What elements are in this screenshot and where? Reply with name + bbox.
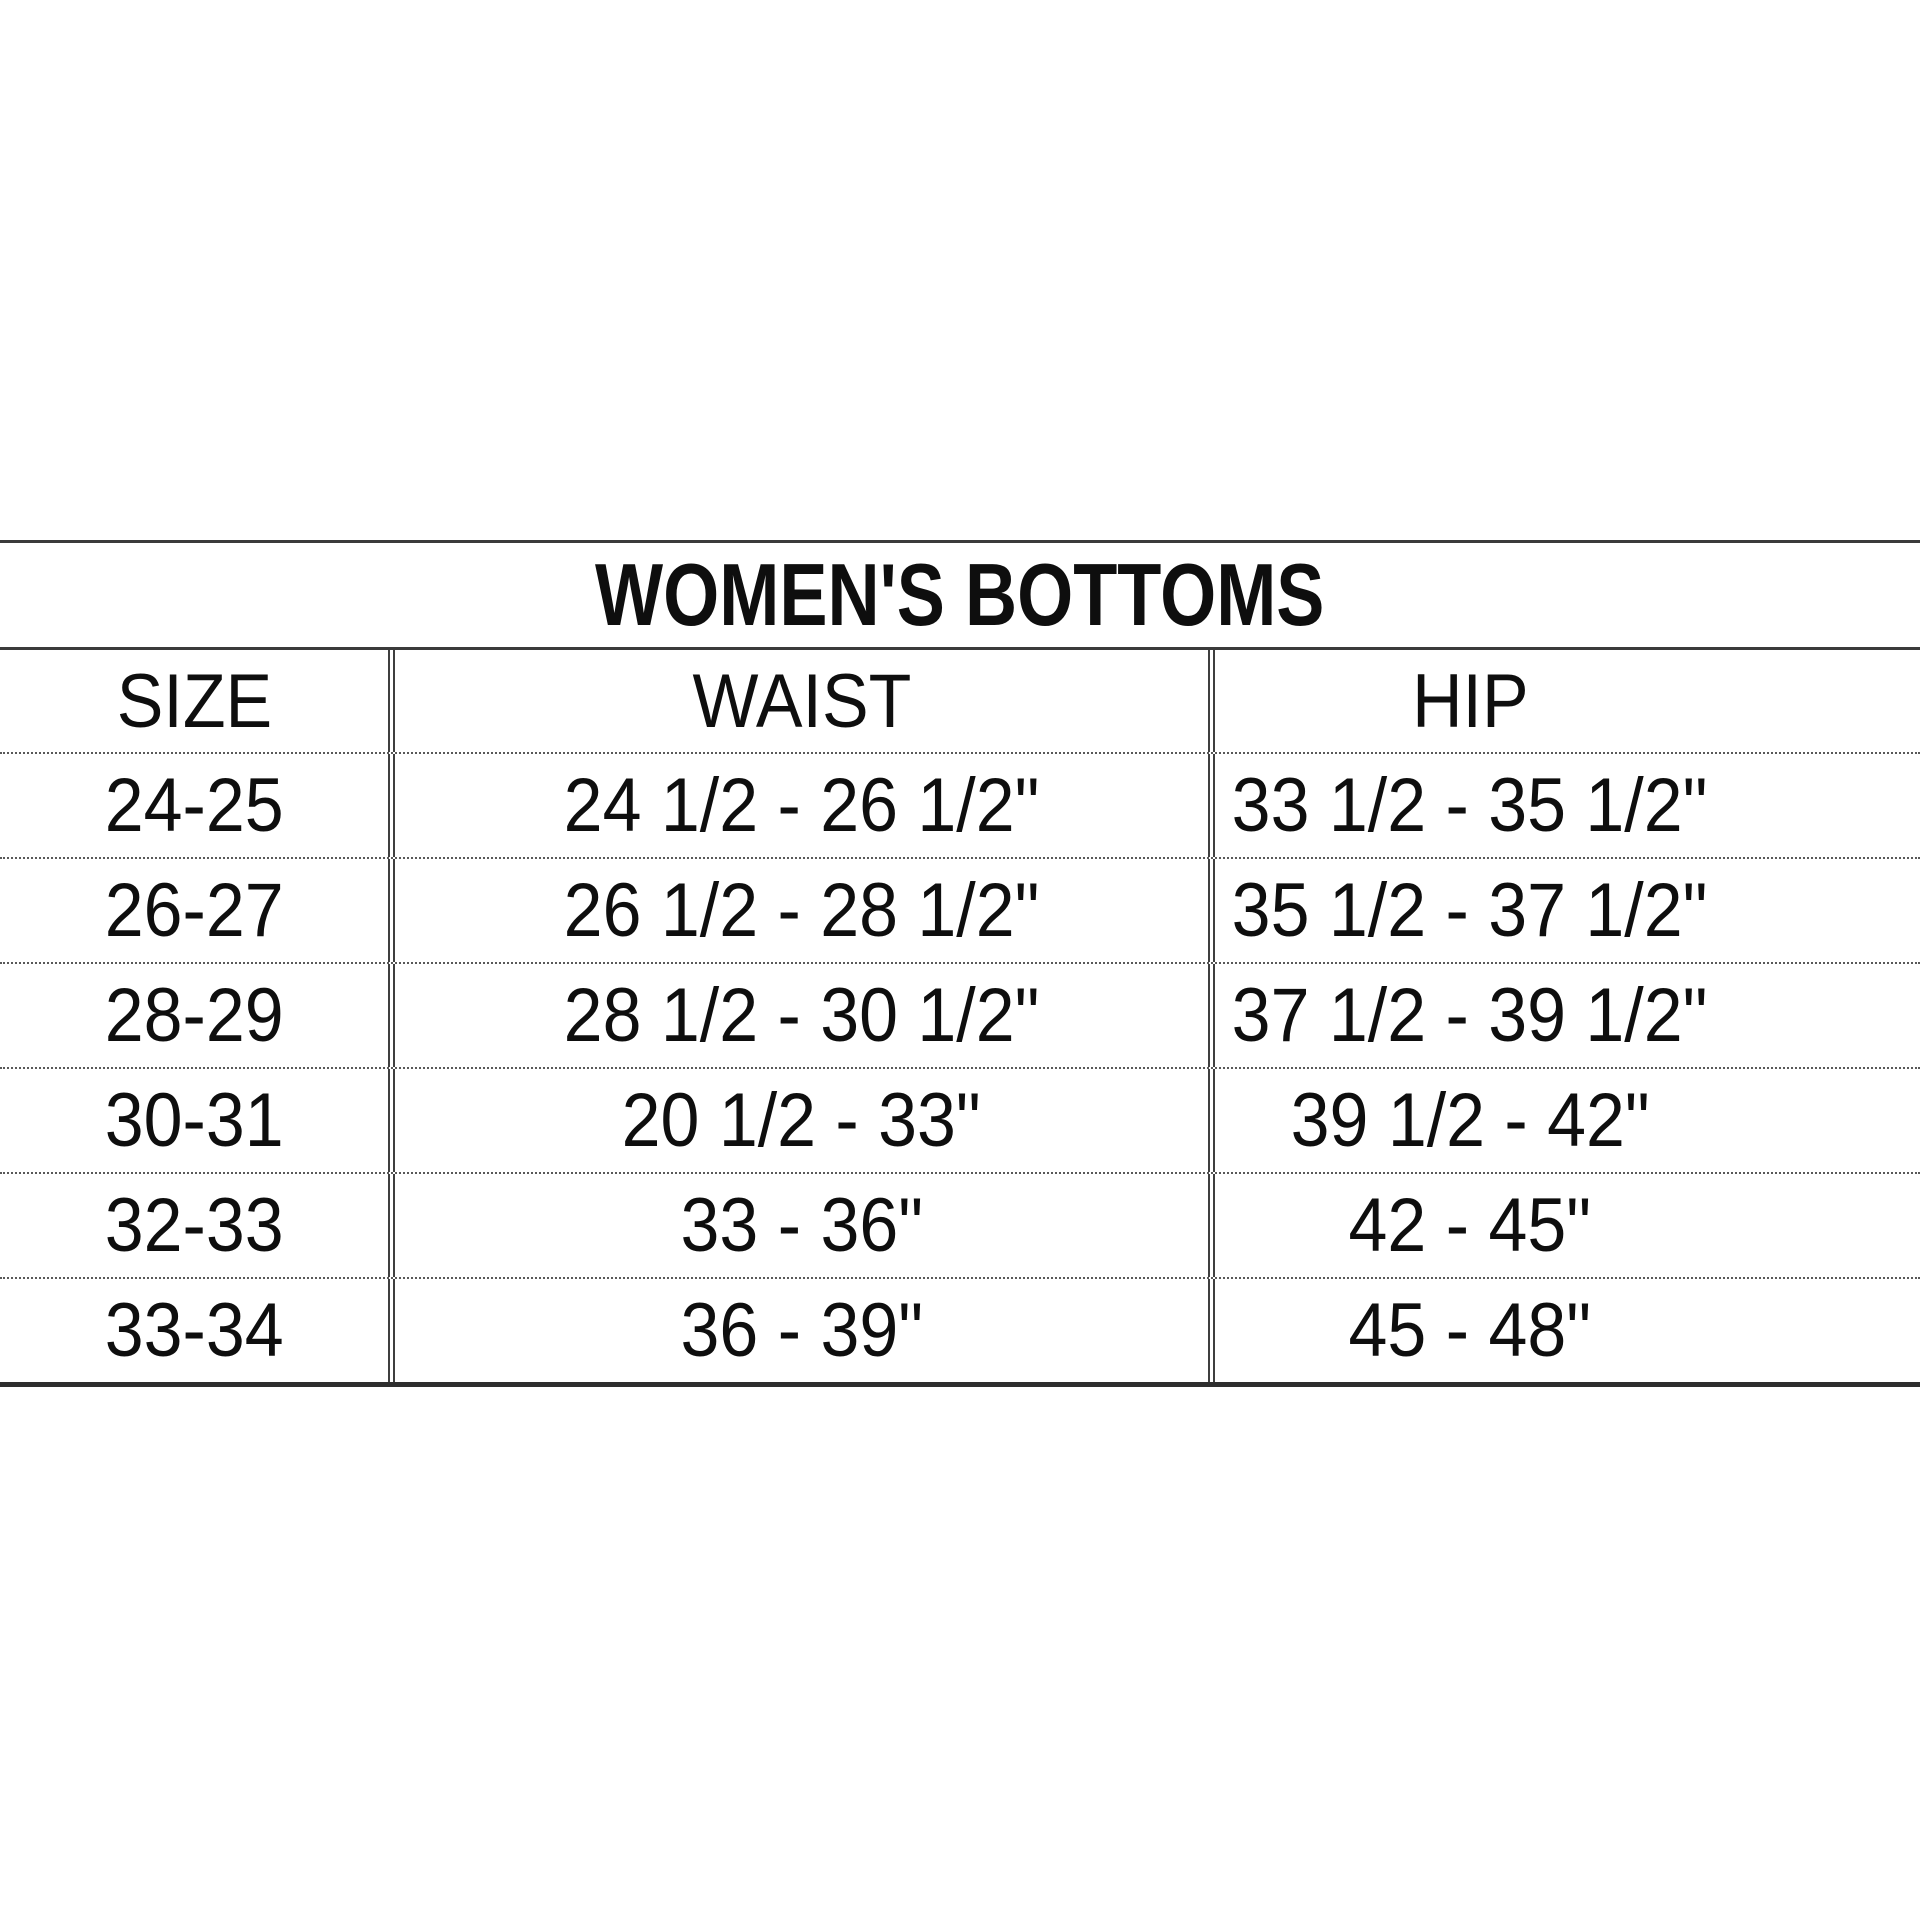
waist-cell bbox=[388, 1069, 1208, 1172]
size-cell bbox=[0, 1069, 388, 1172]
table-row bbox=[0, 857, 1920, 962]
hip-value: 35 1/2 - 37 1/2" bbox=[1232, 868, 1708, 953]
waist-cell bbox=[388, 859, 1208, 962]
size-cell bbox=[0, 859, 388, 962]
waist-value: 20 1/2 - 33" bbox=[621, 1078, 982, 1163]
header-cell-size bbox=[0, 650, 388, 752]
hip-cell bbox=[1208, 754, 1920, 857]
header-cell-hip bbox=[1208, 650, 1920, 752]
hip-cell bbox=[1208, 1279, 1920, 1382]
hip-cell bbox=[1208, 1069, 1920, 1172]
waist-value: 28 1/2 - 30 1/2" bbox=[563, 973, 1040, 1058]
table-row bbox=[0, 1277, 1920, 1382]
waist-cell bbox=[388, 1174, 1208, 1277]
size-value: 30-31 bbox=[104, 1078, 284, 1163]
table-title: WOMEN'S BOTTOMS bbox=[595, 545, 1325, 644]
hip-value: 42 - 45" bbox=[1348, 1183, 1592, 1268]
hip-cell bbox=[1208, 964, 1920, 1067]
waist-cell bbox=[388, 964, 1208, 1067]
table-row bbox=[0, 1172, 1920, 1277]
hip-value: 37 1/2 - 39 1/2" bbox=[1232, 973, 1708, 1058]
hip-value: 33 1/2 - 35 1/2" bbox=[1232, 763, 1708, 848]
size-value: 26-27 bbox=[104, 868, 284, 953]
table-row bbox=[0, 1067, 1920, 1172]
waist-value: 33 - 36" bbox=[680, 1183, 923, 1268]
size-cell bbox=[0, 1174, 388, 1277]
header-cell-waist bbox=[388, 650, 1208, 752]
hip-cell bbox=[1208, 1174, 1920, 1277]
size-value: 33-34 bbox=[104, 1288, 284, 1373]
table-title-row bbox=[0, 543, 1920, 650]
size-value: 32-33 bbox=[104, 1183, 284, 1268]
size-cell bbox=[0, 754, 388, 857]
header-label-waist: WAIST bbox=[692, 658, 911, 744]
waist-value: 26 1/2 - 28 1/2" bbox=[563, 868, 1040, 953]
table-header-row bbox=[0, 650, 1920, 752]
table-row bbox=[0, 962, 1920, 1067]
size-value: 24-25 bbox=[104, 763, 284, 848]
waist-cell bbox=[388, 754, 1208, 857]
hip-cell bbox=[1208, 859, 1920, 962]
header-label-hip: HIP bbox=[1411, 658, 1529, 744]
waist-cell bbox=[388, 1279, 1208, 1382]
size-cell bbox=[0, 1279, 388, 1382]
size-value: 28-29 bbox=[104, 973, 284, 1058]
header-label-size: SIZE bbox=[116, 658, 272, 744]
size-cell bbox=[0, 964, 388, 1067]
hip-value: 39 1/2 - 42" bbox=[1290, 1078, 1650, 1163]
hip-value: 45 - 48" bbox=[1348, 1288, 1592, 1373]
waist-value: 36 - 39" bbox=[680, 1288, 923, 1373]
table-row bbox=[0, 752, 1920, 857]
waist-value: 24 1/2 - 26 1/2" bbox=[563, 763, 1040, 848]
size-chart-table bbox=[0, 540, 1920, 1387]
